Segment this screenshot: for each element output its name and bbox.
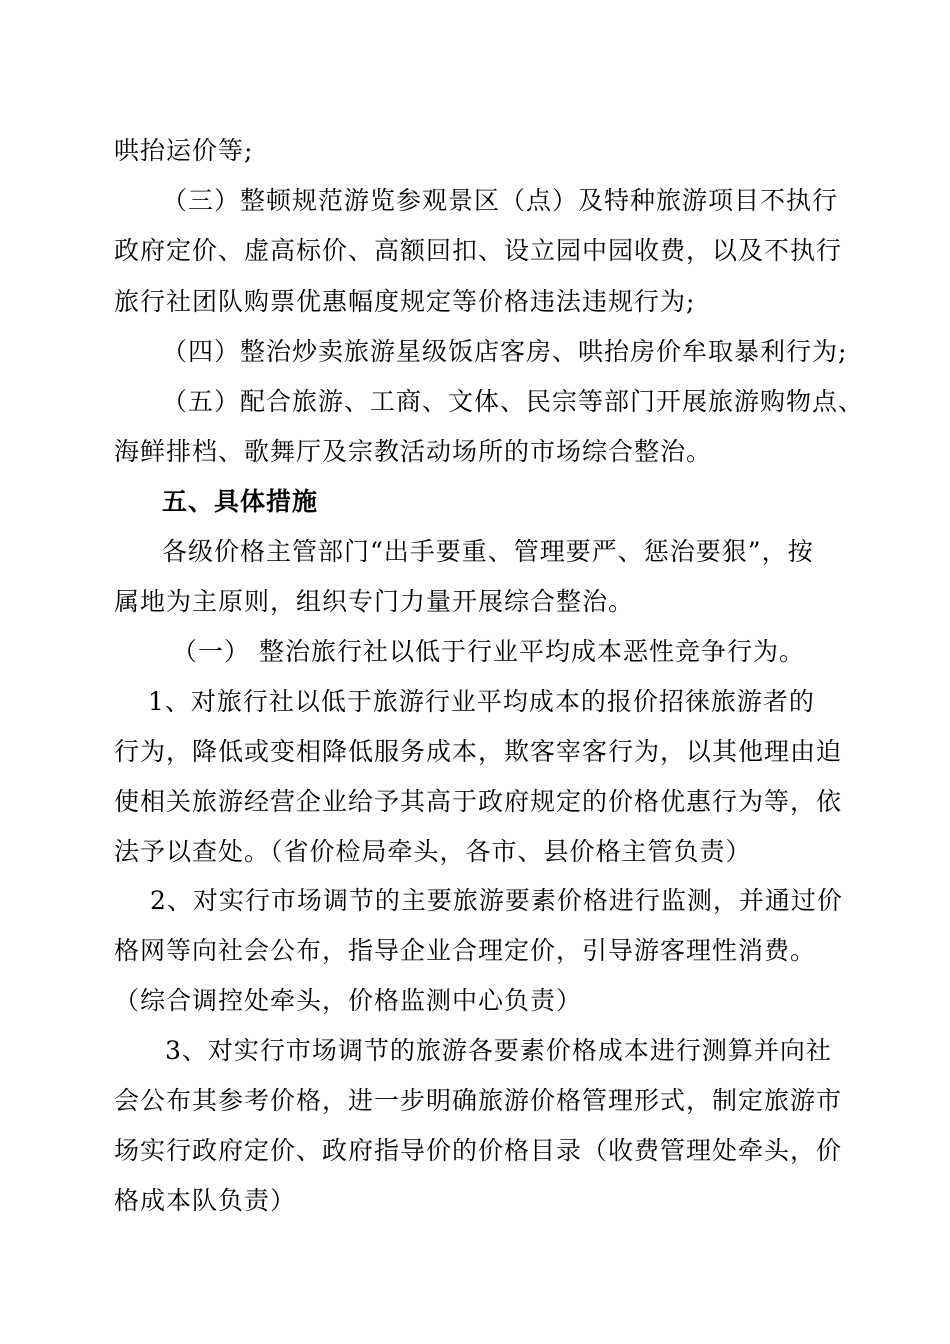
text-line: （三）整顿规范游览参观景区（点）及特种旅游项目不执行 xyxy=(162,186,839,215)
text-line: 属地为主原则，组织专门力量开展综合整治。 xyxy=(114,587,635,616)
text-line: 海鲜排档、歌舞厅及宗教活动场所的市场综合整治。 xyxy=(114,437,713,466)
text-line: （综合调控处牵头，价格监测中心负责） xyxy=(114,986,583,1015)
text-line: 法予以查处。（省价检局牵头，各市、县价格主管负责） xyxy=(114,837,752,866)
text-line: （四）整治炒卖旅游星级饭店客房、哄抬房价牟取暴利行为; xyxy=(162,337,848,366)
text-line: 行为，降低或变相降低服务成本，欺客宰客行为，以其他理由迫 xyxy=(114,737,843,766)
text-line: 1、对旅行社以低于旅游行业平均成本的报价招徕旅游者的 xyxy=(148,687,815,716)
section-heading: 五、具体措施 xyxy=(162,487,319,516)
text-line: 各级价格主管部门“出手要重、管理要严、惩治要狠”，按 xyxy=(162,537,814,566)
text-line: （一） 整治旅行社以低于行业平均成本恶性竞争行为。 xyxy=(172,637,805,666)
text-line: 场实行政府定价、政府指导价的价格目录（收费管理处牵头，价 xyxy=(114,1136,843,1165)
text-line: 2、对实行市场调节的主要旅游要素价格进行监测，并通过价 xyxy=(150,886,843,915)
text-line: （五）配合旅游、工商、文体、民宗等部门开展旅游购物点、 xyxy=(162,387,865,416)
text-line: 旅行社团队购票优惠幅度规定等价格违法违规行为; xyxy=(114,287,696,316)
text-line: 会公布其参考价格，进一步明确旅游价格管理形式，制定旅游市 xyxy=(114,1086,843,1115)
text-line: 格网等向社会公布，指导企业合理定价，引导游客理性消费。 xyxy=(114,936,817,965)
text-line: 格成本队负责） xyxy=(114,1186,297,1215)
text-line: 使相关旅游经营企业给予其高于政府规定的价格优惠行为等，依 xyxy=(114,787,843,816)
text-line: 3、对实行市场调节的旅游各要素价格成本进行测算并向社 xyxy=(165,1036,832,1065)
text-line: 政府定价、虚高标价、高额回扣、设立园中园收费，以及不执行 xyxy=(114,236,843,265)
text-line: 哄抬运价等; xyxy=(114,136,254,165)
